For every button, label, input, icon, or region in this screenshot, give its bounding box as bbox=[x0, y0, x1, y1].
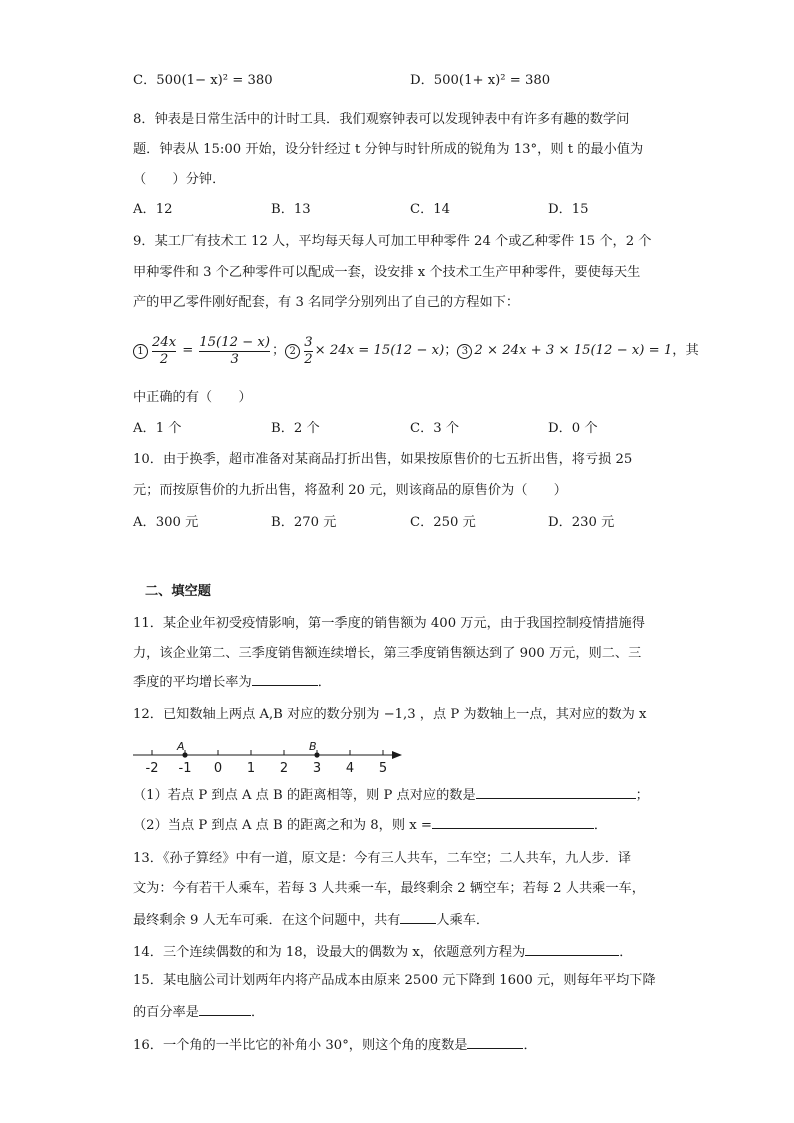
eq1-denominator: 2 bbox=[159, 351, 169, 367]
q16-text: 16．一个角的一半比它的补角小 30°，则这个角的度数是 bbox=[133, 1038, 468, 1053]
q11-line-3-text: 季度的平均增长率为 bbox=[133, 675, 252, 690]
q12-part-2-blank[interactable] bbox=[432, 814, 594, 829]
q9-option-c[interactable]: C．3 个 bbox=[410, 421, 460, 436]
q15-text-line-1: 15．某电脑公司计划两年内将产品成本由原来 2500 元下降到 1600 元，则每年平均下降 bbox=[133, 973, 656, 988]
eq1-right-denominator: 3 bbox=[230, 351, 239, 367]
q9-text-line-2: 甲种零件和 3 个乙种零件可以配成一套，设安排 x 个技术工生产甲种零件，要使每天生 bbox=[133, 265, 641, 280]
q8-option-a[interactable]: A．12 bbox=[133, 202, 173, 217]
eq2-numerator: 3 bbox=[304, 334, 313, 350]
number-line-tick-label: -2 bbox=[145, 761, 159, 776]
q11-answer-blank[interactable] bbox=[252, 671, 318, 686]
q14-answer-blank[interactable] bbox=[525, 941, 619, 956]
q9-option-a[interactable]: A．1 个 bbox=[133, 421, 182, 436]
q12-part-1-blank[interactable] bbox=[476, 784, 636, 799]
q13-line-3-end: 人乘车． bbox=[436, 913, 490, 928]
q16-text-line-1 bbox=[133, 1034, 537, 1056]
q12-part-1-end: ； bbox=[635, 788, 649, 803]
q11-text-line-1: 11．某企业年初受疫情影响，第一季度的销售额为 400 万元，由于我国控制疫情措施得 bbox=[133, 616, 645, 631]
q10-text-line-2: 元；而按原售价的九折出售，将盈利 20 元，则该商品的原售价为（ ） bbox=[133, 483, 567, 498]
q8-text-line-2: 题．钟表从 15:00 开始，设分针经过 t 分钟与时针所成的锐角为 13°，则 t 的最小值为 bbox=[133, 142, 644, 157]
q8-option-d[interactable]: D．15 bbox=[548, 202, 589, 217]
eq1-right-numerator: 15(12 − x) bbox=[199, 334, 271, 350]
q11-line-3-end: ． bbox=[317, 675, 331, 690]
eq1-numerator: 24x bbox=[152, 334, 177, 350]
q16-answer-blank[interactable] bbox=[467, 1034, 523, 1049]
q12-part-2 bbox=[133, 814, 607, 836]
q12-text-line-1: 12．已知数轴上两点 A,B 对应的数分别为 −1,3 ，点 P 为数轴上一点，其对应的数为 x bbox=[133, 707, 647, 722]
q12-part-1-text: （1）若点 P 到点 A 点 B 的距离相等，则 P 点对应的数是 bbox=[133, 788, 476, 803]
q15-text-line-2 bbox=[133, 1001, 264, 1023]
eq1-equals: = bbox=[182, 343, 194, 358]
number-line-tick-label: 1 bbox=[246, 761, 256, 776]
number-line-tick-label: -1 bbox=[178, 761, 192, 776]
q13-text-line-2: 文为：今有若干人乘车，若每 3 人共乘一车，最终剩余 2 辆空车；若每 2 人共乘一车， bbox=[133, 881, 645, 896]
q15-answer-blank[interactable] bbox=[199, 1001, 251, 1016]
q10-text-line-1: 10．由于换季，超市准备对某商品打折出售，如果按原售价的七五折出售，将亏损 25 bbox=[133, 452, 633, 467]
q13-text-line-3 bbox=[133, 909, 489, 931]
q8-option-c[interactable]: C．14 bbox=[410, 202, 451, 217]
q15-line-2-end: ． bbox=[250, 1005, 265, 1020]
number-line-tick-label: 4 bbox=[345, 761, 355, 776]
number-line-tick-label: 2 bbox=[279, 761, 289, 776]
q9-text-line-5: 中正确的有（ ） bbox=[133, 390, 252, 405]
q13-answer-blank[interactable] bbox=[400, 909, 436, 924]
section-heading-fill-in: 二、填空题 bbox=[145, 584, 211, 599]
number-line-tick-label: 3 bbox=[312, 761, 322, 776]
q13-line-3-text: 最终剩余 9 人无车可乘．在这个问题中，共有 bbox=[133, 913, 401, 928]
q16-end: ． bbox=[523, 1038, 537, 1053]
circled-number-3: 3 bbox=[457, 344, 472, 359]
point-a-dot bbox=[182, 752, 187, 757]
circled-number-2: 2 bbox=[285, 344, 300, 359]
q8-option-b[interactable]: B．13 bbox=[271, 202, 311, 217]
point-b-label: B bbox=[309, 740, 317, 753]
q9-equations-tail: ，其 bbox=[672, 343, 699, 358]
eq3-text: 2 × 24x + 3 × 15(12 − x) = 1 bbox=[474, 343, 673, 358]
q14-text-line-1 bbox=[133, 941, 632, 963]
eq-separator-2: ； bbox=[444, 343, 458, 358]
q8-text-line-3: （ ）分钟． bbox=[133, 172, 226, 187]
q9-equations bbox=[133, 333, 699, 369]
q12-part-1 bbox=[133, 784, 649, 806]
q8-text-line-1: 8．钟表是日常生活中的计时工具．我们观察钟表可以发现钟表中有许多有趣的数学问 bbox=[133, 112, 630, 127]
eq1-left-fraction bbox=[152, 335, 176, 368]
q15-line-2-text: 的百分率是 bbox=[133, 1005, 199, 1020]
q10-option-b[interactable]: B．270 元 bbox=[271, 515, 337, 530]
eq2-fraction bbox=[304, 335, 312, 368]
number-line-arrow-icon bbox=[392, 751, 402, 759]
q11-text-line-3 bbox=[133, 671, 331, 693]
q9-option-b[interactable]: B．2 个 bbox=[271, 421, 320, 436]
number-line bbox=[130, 736, 410, 776]
q11-text-line-2: 力，该企业第二、三季度销售额连续增长，第三季度销售额达到了 900 万元，则二、三 bbox=[133, 646, 642, 661]
q12-part-2-text: （2）当点 P 到点 A 点 B 的距离之和为 8，则 x = bbox=[133, 818, 432, 833]
q10-option-c[interactable]: C．250 元 bbox=[410, 515, 476, 530]
q9-text-line-1: 9．某工厂有技术工 12 人，平均每天每人可加工甲种零件 24 个或乙种零件 15 个，2 个 bbox=[133, 234, 652, 249]
q10-option-a[interactable]: A．300 元 bbox=[133, 515, 199, 530]
q7-option-c[interactable]: C．500(1− x)² = 380 bbox=[133, 73, 273, 88]
q14-end: ． bbox=[619, 945, 633, 960]
eq2-rest: × 24x = 15(12 − x) bbox=[314, 343, 445, 358]
q9-option-d[interactable]: D．0 个 bbox=[548, 421, 598, 436]
eq-separator-1: ； bbox=[272, 343, 286, 358]
point-b-dot bbox=[314, 752, 319, 757]
circled-number-1: 1 bbox=[133, 344, 148, 359]
q12-part-2-end: ． bbox=[593, 818, 608, 833]
eq1-right-fraction bbox=[199, 335, 270, 368]
q9-text-line-3: 产的甲乙零件刚好配套，有 3 名同学分别列出了自己的方程如下： bbox=[133, 295, 520, 310]
number-line-tick-label: 5 bbox=[378, 761, 388, 776]
q7-option-d[interactable]: D．500(1+ x)² = 380 bbox=[410, 73, 551, 88]
q14-text: 14．三个连续偶数的和为 18，设最大的偶数为 x，依题意列方程为 bbox=[133, 945, 526, 960]
q10-option-d[interactable]: D．230 元 bbox=[548, 515, 615, 530]
eq2-denominator: 2 bbox=[304, 351, 313, 367]
number-line-tick-label: 0 bbox=[213, 761, 223, 776]
q13-text-line-1: 13．《孙子算经》中有一道，原文是：今有三人共车，二车空；二人共车，九人步．译 bbox=[133, 851, 632, 866]
point-a-label: A bbox=[177, 740, 185, 753]
